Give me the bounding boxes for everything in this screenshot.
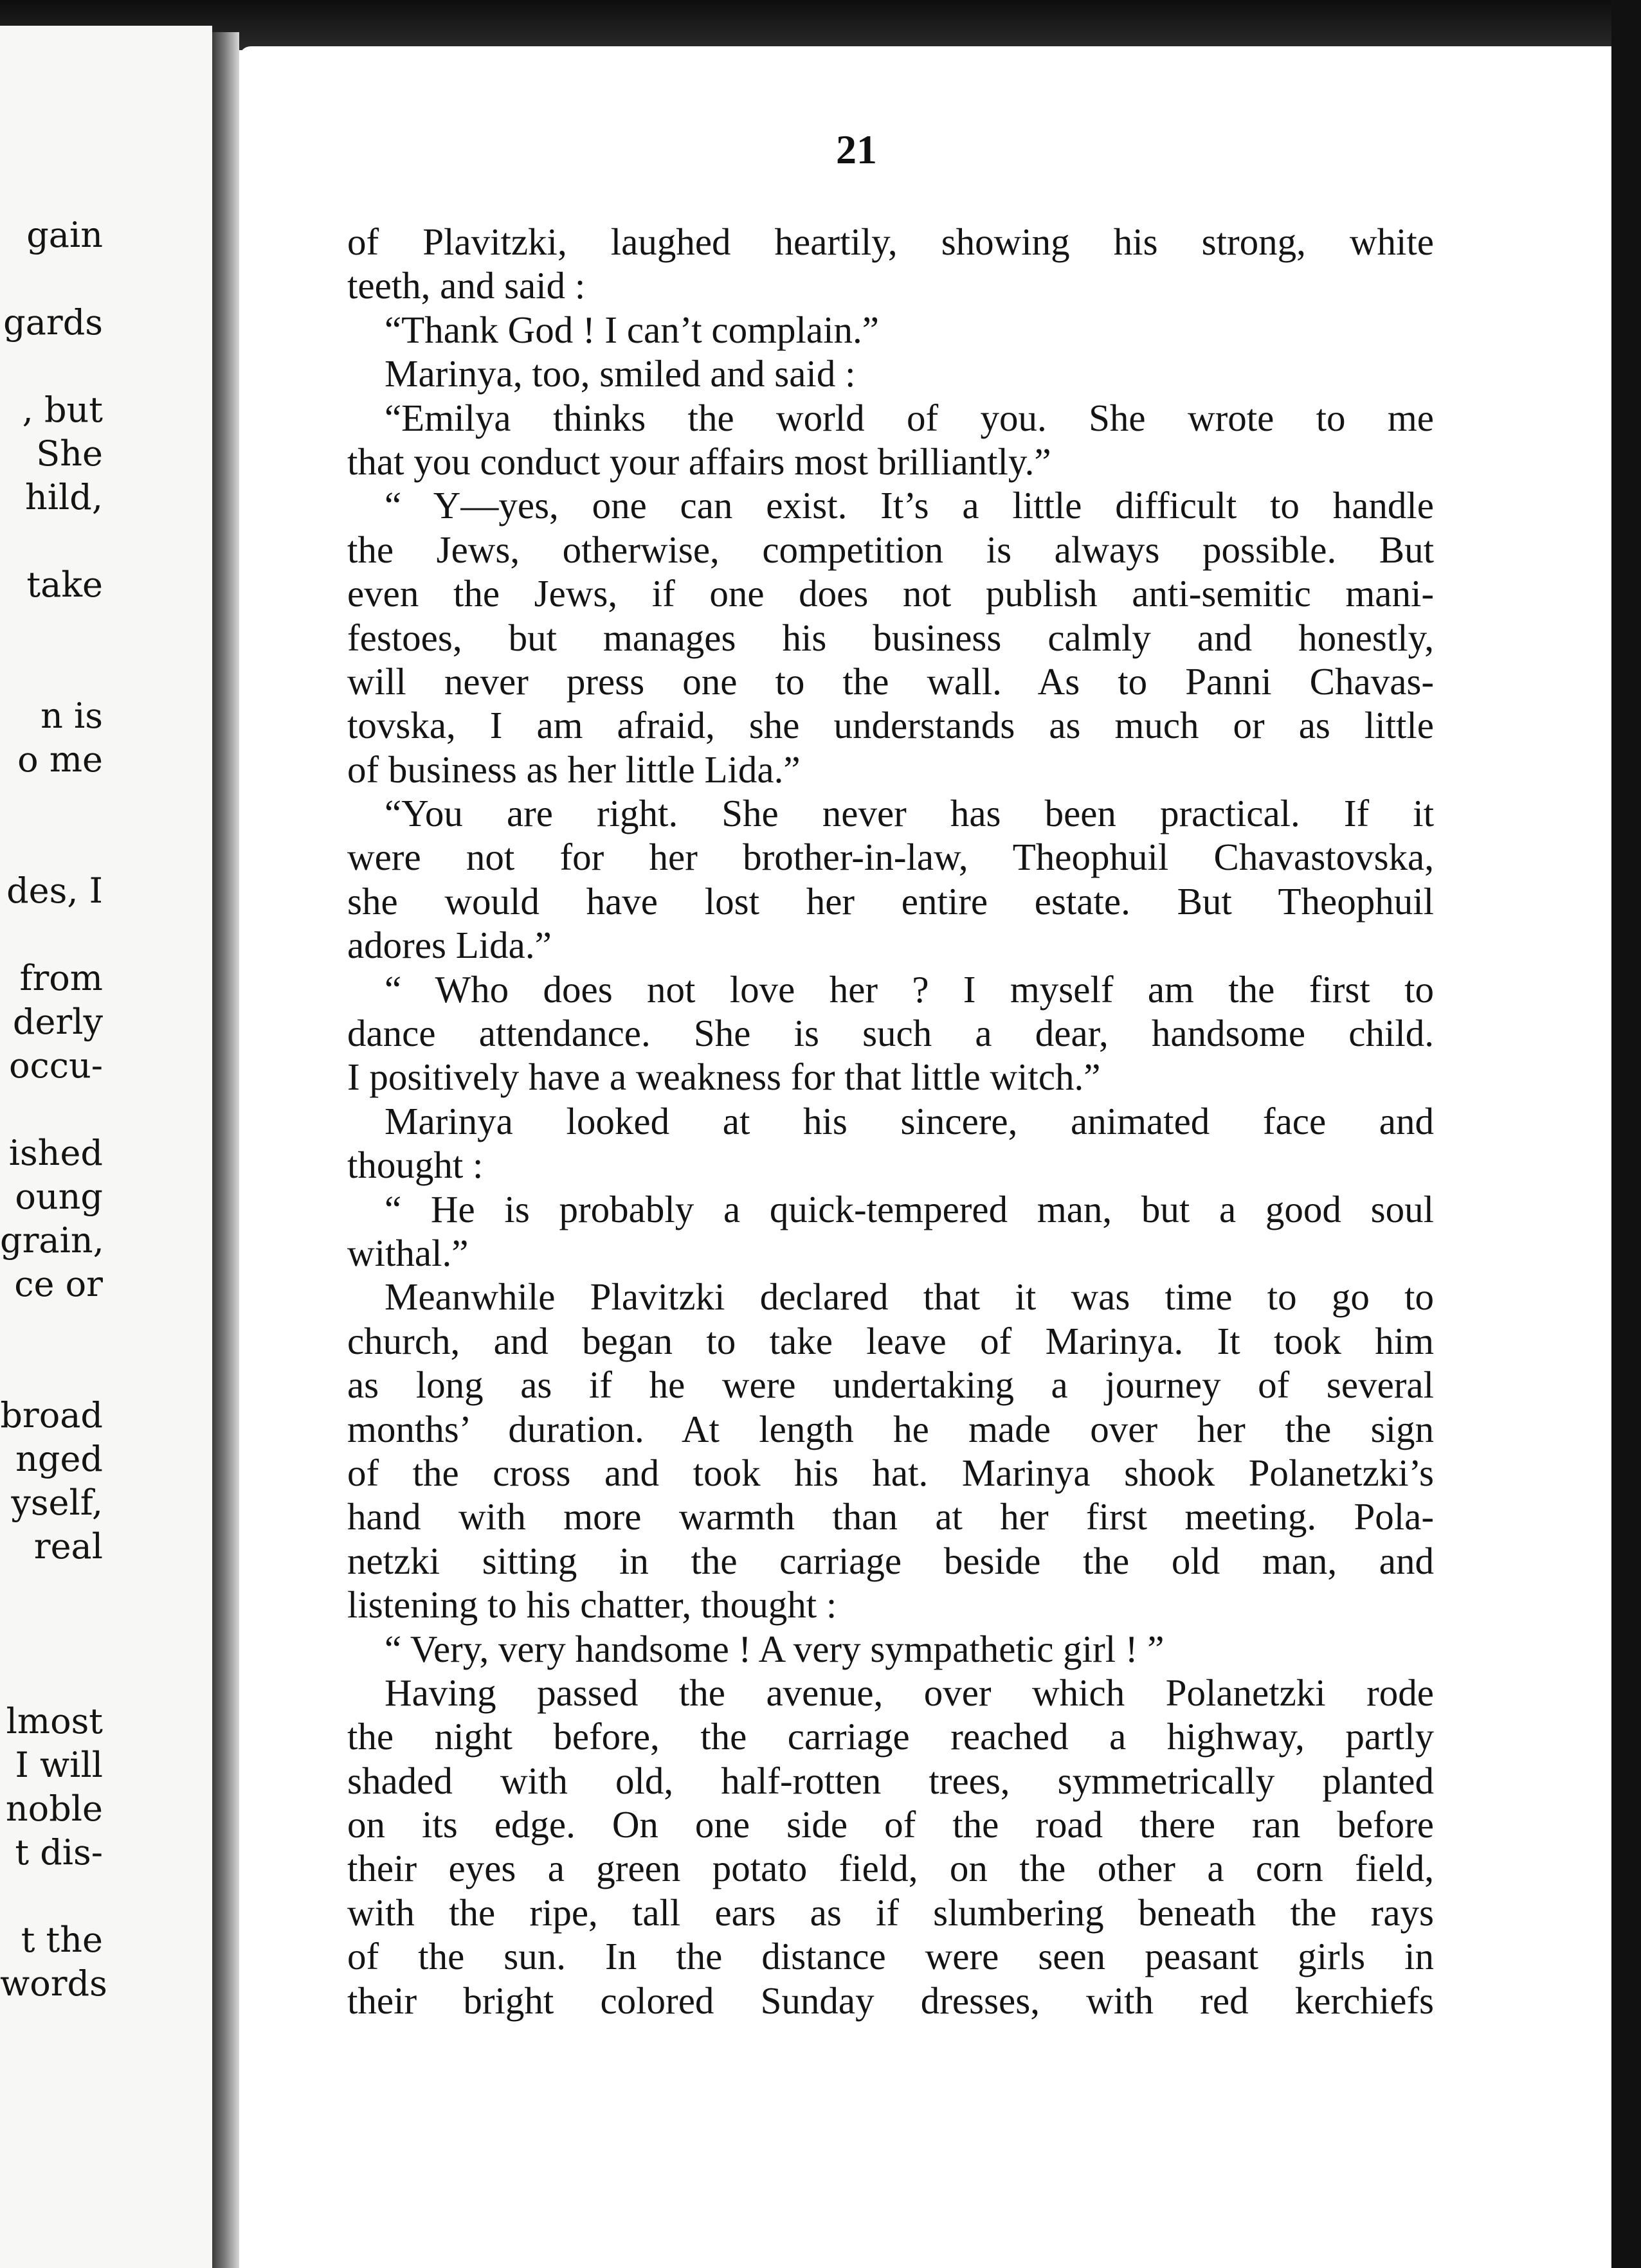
text-line: Marinya looked at his sincere, animated face and: [385, 1099, 1434, 1142]
page-number: 21: [836, 127, 877, 172]
left-page-fragment: des, I: [6, 870, 103, 911]
text-line: hand with more warmth than at her first meeting. Pola-: [347, 1495, 1434, 1538]
left-page-fragment: broad: [0, 1395, 103, 1436]
left-page-fragment: n is: [41, 696, 103, 736]
left-page-fragment: [0, 345, 103, 388]
left-page-fragment: yself,: [11, 1482, 103, 1523]
text-line: were not for her brother-in-law, Theophuil Chavastovska,: [347, 836, 1434, 879]
left-page-fragment: [0, 257, 103, 301]
left-page: [0, 26, 212, 2268]
left-page-fragment: She: [36, 433, 103, 474]
left-page-fragment: [0, 1306, 103, 1350]
left-page-fragment: ce or: [14, 1264, 103, 1304]
text-line: teeth, and said :: [347, 264, 586, 307]
text-line: netzki sitting in the carriage beside the old man, and: [347, 1539, 1434, 1582]
text-line: “ He is probably a quick-tempered man, but a good soul: [385, 1187, 1434, 1230]
left-page-fragment: noble: [5, 1788, 103, 1829]
text-line: “Thank God ! I can’t complain.”: [385, 308, 879, 351]
left-page-fragment: [0, 1612, 103, 1656]
left-page-fragment: I will: [15, 1745, 103, 1785]
left-page-fragment: [0, 1656, 103, 1700]
left-page-fragment: real: [33, 1526, 103, 1567]
scan-top-edge: [0, 0, 1641, 50]
body-text: [347, 220, 1434, 2022]
text-line: church, and began to take leave of Marinya. It took him: [347, 1319, 1434, 1362]
left-page-fragment: , but: [22, 390, 103, 430]
text-line: she would have lost her entire estate. But Theophuil: [347, 879, 1434, 923]
left-page-fragment: from: [19, 958, 103, 998]
text-line: of the sun. In the distance were seen peasant girls in: [347, 1935, 1434, 1978]
left-page-fragment: [0, 1875, 103, 1918]
left-page-fragment: hild,: [24, 477, 103, 518]
text-line: thought :: [347, 1144, 484, 1187]
text-line: tovska, I am afraid, she understands as much or as little: [347, 704, 1434, 747]
left-page-fragment: [0, 1569, 103, 1612]
left-page-fragment: [0, 1088, 103, 1131]
text-line: “You are right. She never has been practical. If it: [385, 792, 1434, 835]
left-page-fragment: [0, 651, 103, 694]
left-page-fragment: lmost: [6, 1701, 103, 1742]
text-line: adores Lida.”: [347, 924, 552, 967]
scan-right-edge: [1611, 0, 1641, 2268]
left-page-fragment: [0, 825, 103, 869]
text-line: even the Jews, if one does not publish anti-semitic mani-: [347, 572, 1434, 615]
left-page-fragment: grain,: [0, 1220, 104, 1261]
text-line: of the cross and took his hat. Marinya shook Polanetzki’s: [347, 1451, 1434, 1494]
text-line: with the ripe, tall ears as if slumbering beneath the rays: [347, 1891, 1434, 1934]
left-page-fragment: ished: [8, 1133, 103, 1173]
text-line: as long as if he were undertaking a journey of several: [347, 1364, 1434, 1407]
left-page-fragment: [0, 1350, 103, 1394]
left-page-fragment: occu-: [8, 1045, 103, 1086]
text-line: of business as her little Lida.”: [347, 748, 801, 791]
text-line: their eyes a green potato field, on the other a corn field,: [347, 1847, 1434, 1890]
left-page-fragment: gards: [3, 302, 103, 343]
left-page-fragment: t the: [21, 1920, 103, 1960]
left-page-fragment: words: [0, 1963, 107, 2004]
book-gutter: [212, 32, 239, 2268]
left-page-text-fragments: [0, 213, 107, 2006]
text-line: “ Y—yes, one can exist. It’s a little difficult to handle: [385, 484, 1434, 527]
text-line: on its edge. On one side of the road there ran before: [347, 1803, 1434, 1846]
left-page-fragment: derly: [12, 1002, 103, 1042]
left-page-fragment: gain: [26, 215, 103, 255]
text-line: festoes, but manages his business calmly and honestly,: [347, 616, 1434, 659]
text-line: their bright colored Sunday dresses, with red kerchiefs: [347, 1979, 1434, 2022]
left-page-fragment: take: [26, 564, 103, 605]
text-line: that you conduct your affairs most brilliantly.”: [347, 440, 1051, 483]
text-line: withal.”: [347, 1231, 469, 1274]
text-line: I positively have a weakness for that little witch.”: [347, 1056, 1101, 1099]
left-page-fragment: [0, 913, 103, 957]
text-line: Marinya, too, smiled and said :: [385, 352, 856, 395]
text-line: will never press one to the wall. As to Panni Chavas-: [347, 660, 1434, 703]
text-line: the night before, the carriage reached a highway, partly: [347, 1715, 1434, 1758]
text-line: “ Very, very handsome ! A very sympathetic girl ! ”: [385, 1627, 1165, 1670]
left-page-fragment: oung: [15, 1176, 103, 1217]
text-line: dance attendance. She is such a dear, handsome child.: [347, 1012, 1434, 1055]
text-line: “ Who does not love her ? I myself am the first to: [385, 968, 1434, 1011]
text-line: listening to his chatter, thought :: [347, 1583, 837, 1626]
text-line: Meanwhile Plavitzki declared that it was time to go to: [385, 1275, 1434, 1318]
text-line: months’ duration. At length he made over her the sign: [347, 1407, 1434, 1450]
text-line: the Jews, otherwise, competition is always possible. But: [347, 528, 1434, 571]
text-line: Having passed the avenue, over which Polanetzki rode: [385, 1671, 1434, 1714]
left-page-fragment: t dis-: [15, 1832, 103, 1873]
left-page-fragment: nged: [15, 1439, 103, 1479]
text-line: shaded with old, half-rotten trees, symmetrically planted: [347, 1759, 1434, 1802]
left-page-fragment: [0, 519, 103, 563]
left-page-fragment: [0, 607, 103, 651]
left-page-fragment: o me: [17, 739, 103, 780]
text-line: “Emilya thinks the world of you. She wrote to me: [385, 396, 1434, 439]
text-line: of Plavitzki, laughed heartily, showing his strong, white: [347, 221, 1434, 263]
left-page-fragment: [0, 782, 103, 825]
